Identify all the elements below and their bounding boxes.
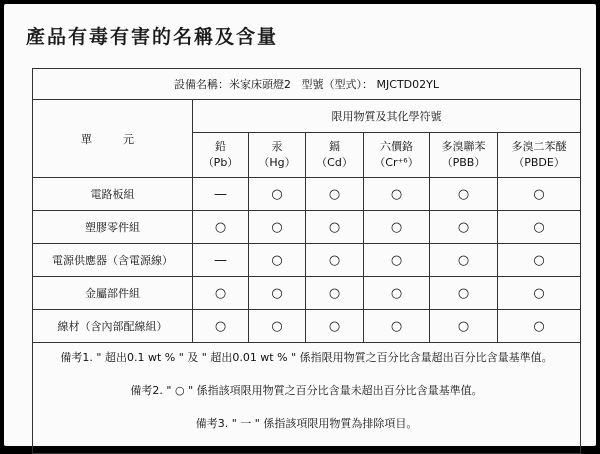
substance-mark: ○ bbox=[364, 277, 430, 310]
substance-header bbox=[249, 133, 306, 178]
substance-group-header: 限用物質及其化學符號 bbox=[193, 100, 581, 133]
type-label: 型號（型式）： bbox=[301, 78, 374, 91]
substance-header bbox=[193, 133, 249, 178]
substance-mark: ○ bbox=[193, 211, 249, 244]
substance-header bbox=[430, 133, 498, 178]
substance-mark: ○ bbox=[430, 310, 498, 343]
substance-mark: ○ bbox=[430, 244, 498, 277]
substance-mark: ○ bbox=[498, 211, 581, 244]
substance-mark: ○ bbox=[364, 211, 430, 244]
substance-mark: ○ bbox=[306, 244, 364, 277]
note-3: 備考3. " 一 " 係指該項限用物質為排除項目。 bbox=[195, 416, 418, 430]
substance-mark: ○ bbox=[306, 211, 364, 244]
substance-name: 多溴聯苯 bbox=[441, 140, 486, 153]
unit-name: 電路板組 bbox=[33, 178, 193, 211]
table-row bbox=[33, 277, 581, 310]
unit-header: 單 元 bbox=[33, 100, 193, 178]
table-row bbox=[33, 178, 581, 211]
substance-mark: ○ bbox=[430, 178, 498, 211]
substance-name: 鉛 bbox=[215, 140, 226, 153]
substance-mark: ○ bbox=[193, 277, 249, 310]
model-info bbox=[33, 69, 581, 100]
table-row bbox=[33, 310, 581, 343]
substance-mark: ○ bbox=[498, 244, 581, 277]
type-value: MJCTD02YL bbox=[376, 78, 439, 91]
model-info-row bbox=[33, 69, 581, 100]
device-label: 設備名稱： bbox=[174, 78, 230, 91]
document-sheet bbox=[4, 4, 596, 446]
note-1: 備考1. " 超出0.1 wt % " 及 " 超出0.01 wt % " 係指限用物質之百分比含量超出百分比含量基準值。 bbox=[60, 350, 553, 364]
substance-mark: ○ bbox=[306, 310, 364, 343]
substance-mark: ○ bbox=[364, 178, 430, 211]
substance-mark: — bbox=[193, 244, 249, 277]
substance-name: 六價鉻 bbox=[380, 140, 413, 153]
substance-mark: ○ bbox=[430, 277, 498, 310]
unit-name: 線材（含內部配線組） bbox=[33, 310, 193, 343]
substance-mark: ○ bbox=[498, 277, 581, 310]
unit-name: 塑膠零件組 bbox=[33, 211, 193, 244]
substance-header bbox=[498, 133, 581, 178]
substance-header bbox=[306, 133, 364, 178]
substance-mark: ○ bbox=[306, 277, 364, 310]
substance-name: 多溴二苯醚 bbox=[511, 140, 567, 153]
substance-mark: ○ bbox=[306, 178, 364, 211]
table-row bbox=[33, 244, 581, 277]
unit-name: 金屬部件組 bbox=[33, 277, 193, 310]
substance-mark: — bbox=[193, 178, 249, 211]
substance-symbol: （Pb） bbox=[202, 156, 239, 169]
substance-mark: ○ bbox=[364, 310, 430, 343]
page-title: 產品有毒有害的名稱及含量 bbox=[26, 26, 279, 48]
substance-symbol: （Cr⁺⁶） bbox=[374, 156, 419, 169]
substance-mark: ○ bbox=[430, 211, 498, 244]
substance-name: 鎘 bbox=[329, 140, 340, 153]
substance-mark: ○ bbox=[498, 178, 581, 211]
substance-mark: ○ bbox=[498, 310, 581, 343]
substance-symbol: （PBDE） bbox=[513, 156, 565, 169]
substance-symbol: （Cd） bbox=[316, 156, 353, 169]
table-row bbox=[33, 211, 581, 244]
substance-header bbox=[364, 133, 430, 178]
substance-symbol: （PBB） bbox=[441, 156, 486, 169]
substance-mark: ○ bbox=[249, 244, 306, 277]
restricted-substances-table bbox=[32, 68, 581, 454]
substance-symbol: （Hg） bbox=[258, 156, 296, 169]
note-2: 備考2. " ○ " 係指該項限用物質之百分比含量未超出百分比含量基準值。 bbox=[130, 383, 483, 397]
notes-cell bbox=[33, 343, 581, 454]
substance-mark: ○ bbox=[249, 211, 306, 244]
substance-mark: ○ bbox=[249, 310, 306, 343]
substance-mark: ○ bbox=[193, 310, 249, 343]
substance-mark: ○ bbox=[364, 244, 430, 277]
substance-mark: ○ bbox=[249, 178, 306, 211]
substance-name: 汞 bbox=[271, 140, 283, 153]
substance-mark: ○ bbox=[249, 277, 306, 310]
device-name: 米家床頭燈2 bbox=[229, 78, 292, 91]
unit-name: 電源供應器（含電源線） bbox=[33, 244, 193, 277]
